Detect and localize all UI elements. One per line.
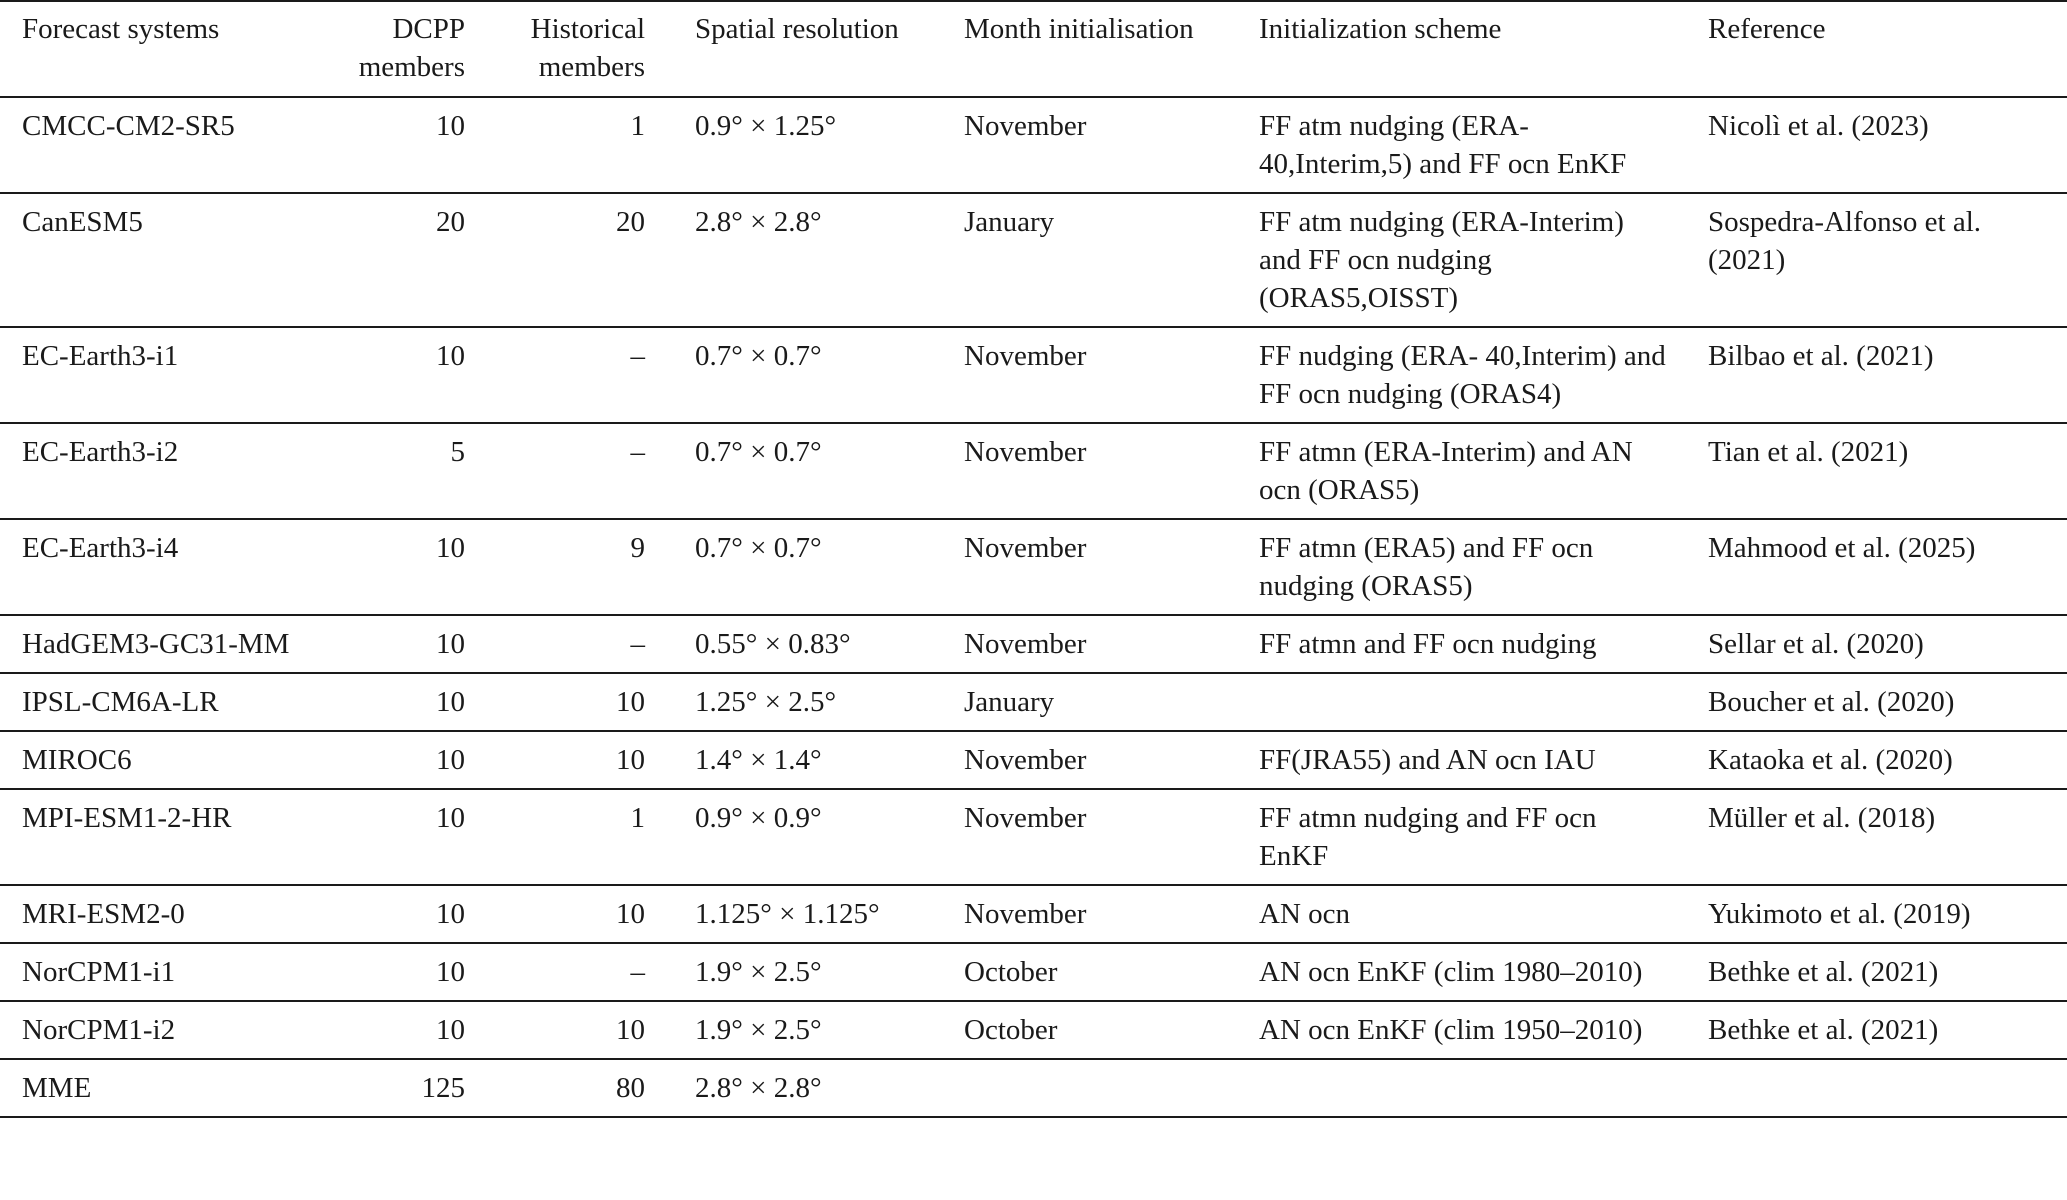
cell-dcpp: 20: [355, 193, 485, 327]
cell-month: November: [927, 327, 1222, 423]
table-row: [0, 1001, 2067, 1059]
table-row: [0, 327, 2067, 423]
cell-scheme: FF atm nudging (ERA-40,Interim,5) and FF ocn EnKF: [1222, 97, 1690, 193]
header-forecast-systems: Forecast systems: [0, 1, 355, 97]
cell-historical: 80: [485, 1059, 660, 1117]
cell-system: MIROC6: [0, 731, 355, 789]
cell-dcpp: 10: [355, 731, 485, 789]
cell-resolution: 0.7° × 0.7°: [660, 519, 927, 615]
cell-resolution: 1.4° × 1.4°: [660, 731, 927, 789]
cell-dcpp: 5: [355, 423, 485, 519]
cell-reference: Tian et al. (2021): [1690, 423, 2067, 519]
cell-scheme: AN ocn EnKF (clim 1950–2010): [1222, 1001, 1690, 1059]
cell-dcpp: 10: [355, 519, 485, 615]
cell-scheme: AN ocn: [1222, 885, 1690, 943]
cell-dcpp: 10: [355, 327, 485, 423]
cell-dcpp: 10: [355, 885, 485, 943]
cell-dcpp: 10: [355, 789, 485, 885]
cell-resolution: 1.9° × 2.5°: [660, 943, 927, 1001]
cell-reference: Sellar et al. (2020): [1690, 615, 2067, 673]
cell-reference: Nicolì et al. (2023): [1690, 97, 2067, 193]
cell-system: MRI-ESM2-0: [0, 885, 355, 943]
header-row: [0, 1, 2067, 97]
cell-month: November: [927, 885, 1222, 943]
cell-scheme: FF(JRA55) and AN ocn IAU: [1222, 731, 1690, 789]
table-row: [0, 519, 2067, 615]
cell-reference: Sospedra-Alfonso et al. (2021): [1690, 193, 2067, 327]
cell-scheme: FF atmn (ERA-Interim) and AN ocn (ORAS5): [1222, 423, 1690, 519]
cell-dcpp: 10: [355, 615, 485, 673]
cell-dcpp: 10: [355, 943, 485, 1001]
header-historical-members: [485, 1, 660, 97]
cell-resolution: 1.125° × 1.125°: [660, 885, 927, 943]
cell-dcpp: 10: [355, 1001, 485, 1059]
cell-system: EC-Earth3-i2: [0, 423, 355, 519]
cell-scheme: FF atmn (ERA5) and FF ocn nudging (ORAS5): [1222, 519, 1690, 615]
cell-resolution: 0.7° × 0.7°: [660, 327, 927, 423]
cell-reference: Bilbao et al. (2021): [1690, 327, 2067, 423]
cell-month: [927, 1059, 1222, 1117]
cell-historical: –: [485, 615, 660, 673]
table-row: [0, 423, 2067, 519]
cell-historical: 1: [485, 97, 660, 193]
cell-system: NorCPM1-i2: [0, 1001, 355, 1059]
cell-historical: 10: [485, 731, 660, 789]
cell-scheme: FF nudging (ERA- 40,Interim) and FF ocn nudging (ORAS4): [1222, 327, 1690, 423]
header-dcpp-line1: DCPP: [392, 13, 465, 45]
table-row: [0, 885, 2067, 943]
cell-historical: 10: [485, 885, 660, 943]
table-row: [0, 193, 2067, 327]
cell-scheme: [1222, 1059, 1690, 1117]
cell-month: November: [927, 615, 1222, 673]
cell-historical: –: [485, 327, 660, 423]
cell-dcpp: 10: [355, 97, 485, 193]
cell-system: EC-Earth3-i4: [0, 519, 355, 615]
cell-scheme: FF atm nudging (ERA-Interim) and FF ocn nudging (ORAS5,OISST): [1222, 193, 1690, 327]
cell-system: NorCPM1-i1: [0, 943, 355, 1001]
cell-month: November: [927, 97, 1222, 193]
cell-historical: 10: [485, 1001, 660, 1059]
header-reference: Reference: [1690, 1, 2067, 97]
cell-system: CanESM5: [0, 193, 355, 327]
table-row: [0, 731, 2067, 789]
table-row: [0, 97, 2067, 193]
table-row: [0, 943, 2067, 1001]
cell-historical: –: [485, 943, 660, 1001]
cell-month: November: [927, 789, 1222, 885]
cell-system: MPI-ESM1-2-HR: [0, 789, 355, 885]
table-body: [0, 97, 2067, 1117]
header-hist-line2: members: [538, 51, 645, 83]
cell-resolution: 0.9° × 0.9°: [660, 789, 927, 885]
cell-reference: Yukimoto et al. (2019): [1690, 885, 2067, 943]
cell-resolution: 1.9° × 2.5°: [660, 1001, 927, 1059]
table-header: [0, 1, 2067, 97]
cell-reference: Müller et al. (2018): [1690, 789, 2067, 885]
table-row: [0, 789, 2067, 885]
cell-system: IPSL-CM6A-LR: [0, 673, 355, 731]
table-row: [0, 615, 2067, 673]
header-dcpp-members: [355, 1, 485, 97]
cell-system: MME: [0, 1059, 355, 1117]
cell-reference: Bethke et al. (2021): [1690, 943, 2067, 1001]
cell-system: CMCC-CM2-SR5: [0, 97, 355, 193]
cell-scheme: [1222, 673, 1690, 731]
cell-system: EC-Earth3-i1: [0, 327, 355, 423]
cell-historical: 10: [485, 673, 660, 731]
cell-resolution: 0.9° × 1.25°: [660, 97, 927, 193]
cell-reference: Boucher et al. (2020): [1690, 673, 2067, 731]
cell-scheme: FF atmn nudging and FF ocn EnKF: [1222, 789, 1690, 885]
cell-resolution: 1.25° × 2.5°: [660, 673, 927, 731]
header-month-initialisation: Month initialisation: [927, 1, 1222, 97]
cell-historical: 20: [485, 193, 660, 327]
table-row: [0, 673, 2067, 731]
cell-month: November: [927, 731, 1222, 789]
cell-resolution: 0.55° × 0.83°: [660, 615, 927, 673]
cell-dcpp: 10: [355, 673, 485, 731]
cell-month: October: [927, 1001, 1222, 1059]
cell-resolution: 2.8° × 2.8°: [660, 193, 927, 327]
cell-historical: 9: [485, 519, 660, 615]
cell-system: HadGEM3-GC31-MM: [0, 615, 355, 673]
header-hist-line1: Historical: [530, 13, 645, 45]
cell-reference: Kataoka et al. (2020): [1690, 731, 2067, 789]
cell-reference: Mahmood et al. (2025): [1690, 519, 2067, 615]
cell-month: January: [927, 193, 1222, 327]
cell-scheme: FF atmn and FF ocn nudging: [1222, 615, 1690, 673]
cell-month: January: [927, 673, 1222, 731]
cell-month: November: [927, 519, 1222, 615]
header-spatial-resolution: Spatial resolution: [660, 1, 927, 97]
cell-reference: [1690, 1059, 2067, 1117]
cell-resolution: 0.7° × 0.7°: [660, 423, 927, 519]
cell-month: November: [927, 423, 1222, 519]
header-dcpp-line2: members: [358, 51, 465, 83]
cell-resolution: 2.8° × 2.8°: [660, 1059, 927, 1117]
cell-historical: –: [485, 423, 660, 519]
cell-scheme: AN ocn EnKF (clim 1980–2010): [1222, 943, 1690, 1001]
cell-reference: Bethke et al. (2021): [1690, 1001, 2067, 1059]
header-initialization-scheme: Initialization scheme: [1222, 1, 1690, 97]
cell-dcpp: 125: [355, 1059, 485, 1117]
cell-historical: 1: [485, 789, 660, 885]
table-row-mme: [0, 1059, 2067, 1117]
cell-month: October: [927, 943, 1222, 1001]
